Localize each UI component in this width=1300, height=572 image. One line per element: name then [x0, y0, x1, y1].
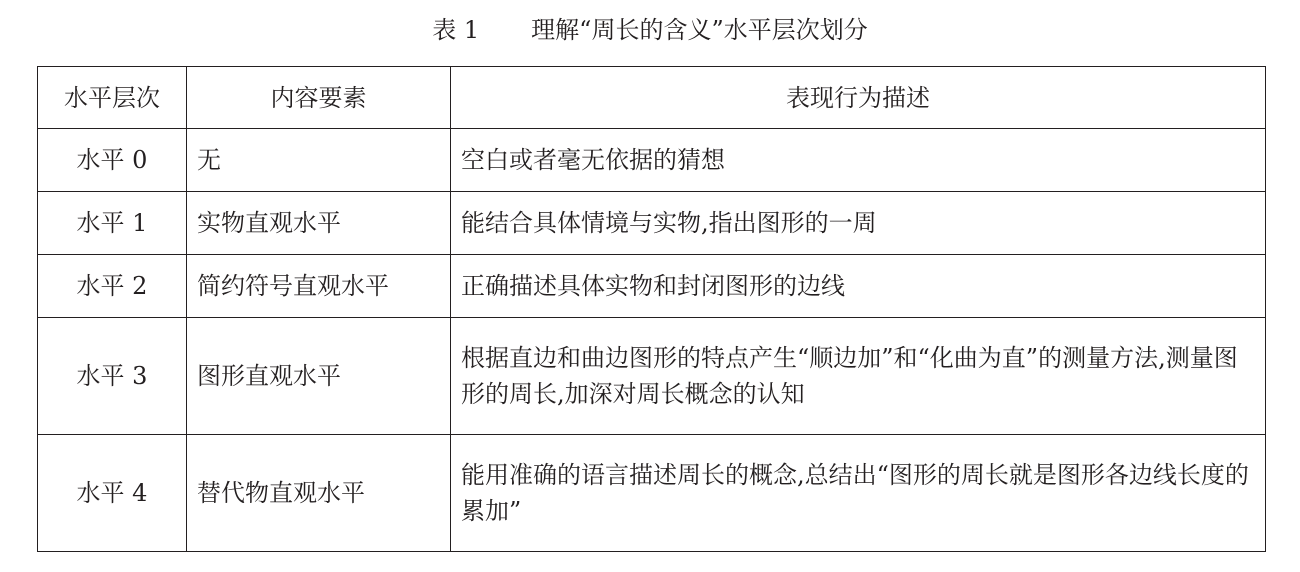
table-row [38, 129, 1266, 192]
table-title: 理解“周长的含义”水平层次划分 [531, 16, 868, 44]
description-cell: 正确描述具体实物和封闭图形的边线 [451, 255, 1266, 318]
level-cell: 水平 1 [38, 192, 187, 255]
description-cell: 能结合具体情境与实物,指出图形的一周 [451, 192, 1266, 255]
element-cell: 图形直观水平 [187, 318, 451, 435]
header-element: 内容要素 [187, 67, 451, 129]
level-cell: 水平 0 [38, 129, 187, 192]
table-row [38, 435, 1266, 552]
element-cell: 替代物直观水平 [187, 435, 451, 552]
element-cell: 实物直观水平 [187, 192, 451, 255]
header-description: 表现行为描述 [451, 67, 1266, 129]
description-cell: 空白或者毫无依据的猜想 [451, 129, 1266, 192]
level-cell: 水平 3 [38, 318, 187, 435]
level-cell: 水平 2 [38, 255, 187, 318]
header-level: 水平层次 [38, 67, 187, 129]
element-cell: 简约符号直观水平 [187, 255, 451, 318]
description-cell: 能用准确的语言描述周长的概念,总结出“图形的周长就是图形各边线长度的累加” [451, 435, 1266, 552]
table-row [38, 318, 1266, 435]
level-cell: 水平 4 [38, 435, 187, 552]
table-row [38, 192, 1266, 255]
table-row [38, 255, 1266, 318]
table-number: 表 1 [432, 16, 480, 44]
table-caption [0, 12, 1300, 48]
element-cell: 无 [187, 129, 451, 192]
description-cell: 根据直边和曲边图形的特点产生“顺边加”和“化曲为直”的测量方法,测量图形的周长,加深对周长概念的认知 [451, 318, 1266, 435]
level-table [37, 66, 1266, 552]
table-header-row [38, 67, 1266, 129]
